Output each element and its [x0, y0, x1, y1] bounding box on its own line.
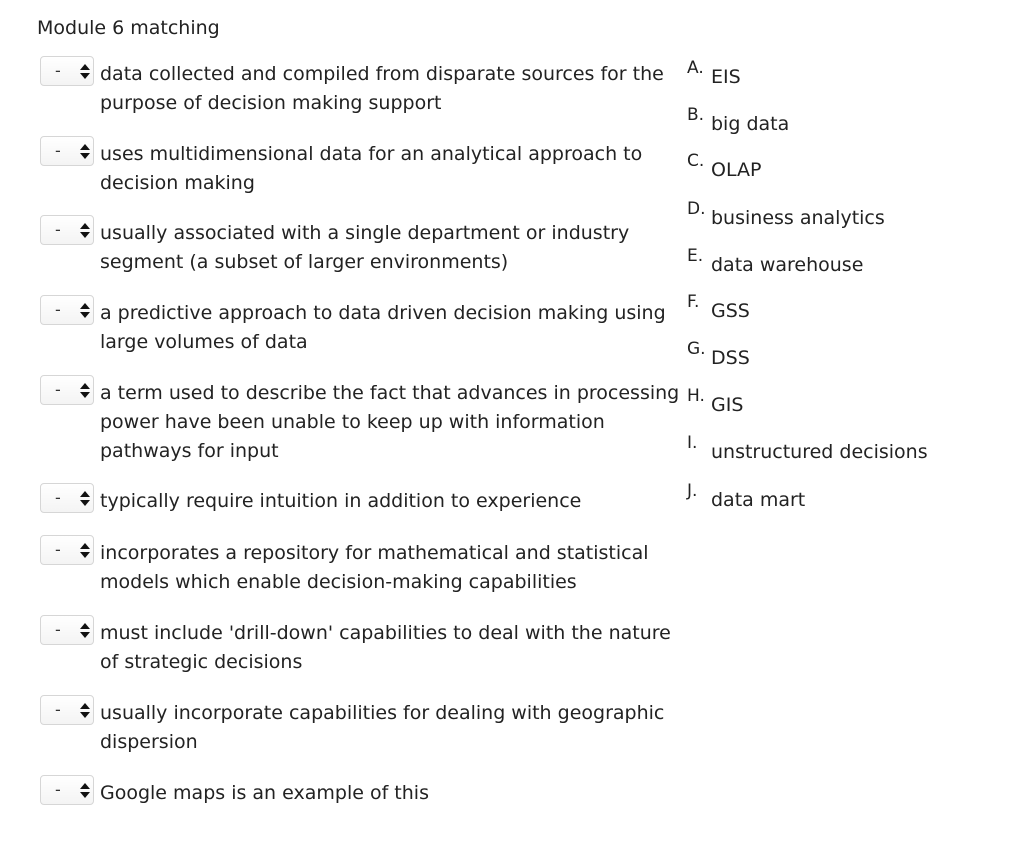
- question-text: a predictive approach to data driven decision making using large volumes of data: [100, 302, 666, 353]
- answer-select[interactable]: [40, 483, 94, 513]
- answer-option: [687, 246, 1007, 276]
- answer-option: [687, 339, 1007, 369]
- question-text: data collected and compiled from disparate sources for the purpose of decision making support: [100, 63, 664, 114]
- answer-option: [687, 433, 1007, 463]
- answer-select[interactable]: [40, 56, 94, 86]
- answer-letter: J.: [687, 481, 698, 501]
- select-value: -: [55, 620, 61, 639]
- answer-select[interactable]: [40, 215, 94, 245]
- answer-text: business analytics: [711, 207, 885, 229]
- question-text: must include 'drill-down' capabilities to deal with the nature of strategic decisions: [100, 622, 671, 673]
- answer-text: GSS: [711, 300, 750, 322]
- answer-option: [687, 481, 1007, 511]
- answer-select[interactable]: [40, 136, 94, 166]
- answer-text: big data: [711, 113, 790, 135]
- answer-text: EIS: [711, 66, 741, 88]
- question-text: typically require intuition in addition to experience: [100, 490, 582, 512]
- answer-option: [687, 105, 1007, 135]
- answer-letter: G.: [687, 339, 706, 359]
- select-value: -: [55, 141, 61, 160]
- answer-select[interactable]: [40, 375, 94, 405]
- answer-option: [687, 58, 1007, 88]
- answer-letter: I.: [687, 433, 698, 453]
- select-value: -: [55, 488, 61, 507]
- select-value: -: [55, 700, 61, 719]
- select-value: -: [55, 540, 61, 559]
- question-text: incorporates a repository for mathematical and statistical models which enable decision-making capabilities: [100, 542, 649, 593]
- select-arrows-icon: [80, 64, 90, 80]
- question-text: a term used to describe the fact that advances in processing power have been unable to keep up with information pathways for input: [100, 382, 680, 462]
- answer-letter: F.: [687, 292, 700, 312]
- answer-option: [687, 292, 1007, 322]
- answer-text: DSS: [711, 347, 750, 369]
- answer-option: [687, 151, 1007, 181]
- answer-text: data warehouse: [711, 254, 864, 276]
- answer-letter: D.: [687, 199, 706, 219]
- question-text: uses multidimensional data for an analytical approach to decision making: [100, 143, 643, 194]
- select-arrows-icon: [80, 491, 90, 507]
- answer-select[interactable]: [40, 615, 94, 645]
- select-arrows-icon: [80, 543, 90, 559]
- select-arrows-icon: [80, 144, 90, 160]
- question-text: usually incorporate capabilities for dealing with geographic dispersion: [100, 702, 665, 753]
- select-value: -: [55, 300, 61, 319]
- question-text: Google maps is an example of this: [100, 782, 429, 804]
- select-arrows-icon: [80, 383, 90, 399]
- answer-letter: E.: [687, 246, 704, 266]
- select-arrows-icon: [80, 783, 90, 799]
- answer-letter: A.: [687, 58, 704, 78]
- answer-text: GIS: [711, 394, 744, 416]
- answer-select[interactable]: [40, 295, 94, 325]
- answer-option: [687, 199, 1007, 229]
- select-arrows-icon: [80, 303, 90, 319]
- answer-text: unstructured decisions: [711, 441, 928, 463]
- answer-letter: C.: [687, 151, 705, 171]
- answer-letter: B.: [687, 105, 705, 125]
- answer-text: OLAP: [711, 159, 762, 181]
- answer-select[interactable]: [40, 535, 94, 565]
- select-value: -: [55, 380, 61, 399]
- select-value: -: [55, 61, 61, 80]
- page-title: Module 6 matching: [37, 17, 220, 39]
- select-arrows-icon: [80, 623, 90, 639]
- select-value: -: [55, 220, 61, 239]
- answer-option: [687, 386, 1007, 416]
- answer-select[interactable]: [40, 695, 94, 725]
- question-text: usually associated with a single department or industry segment (a subset of larger environments): [100, 222, 630, 273]
- answer-select[interactable]: [40, 775, 94, 805]
- select-arrows-icon: [80, 223, 90, 239]
- select-arrows-icon: [80, 703, 90, 719]
- answer-letter: H.: [687, 386, 705, 406]
- answer-text: data mart: [711, 489, 806, 511]
- select-value: -: [55, 780, 61, 799]
